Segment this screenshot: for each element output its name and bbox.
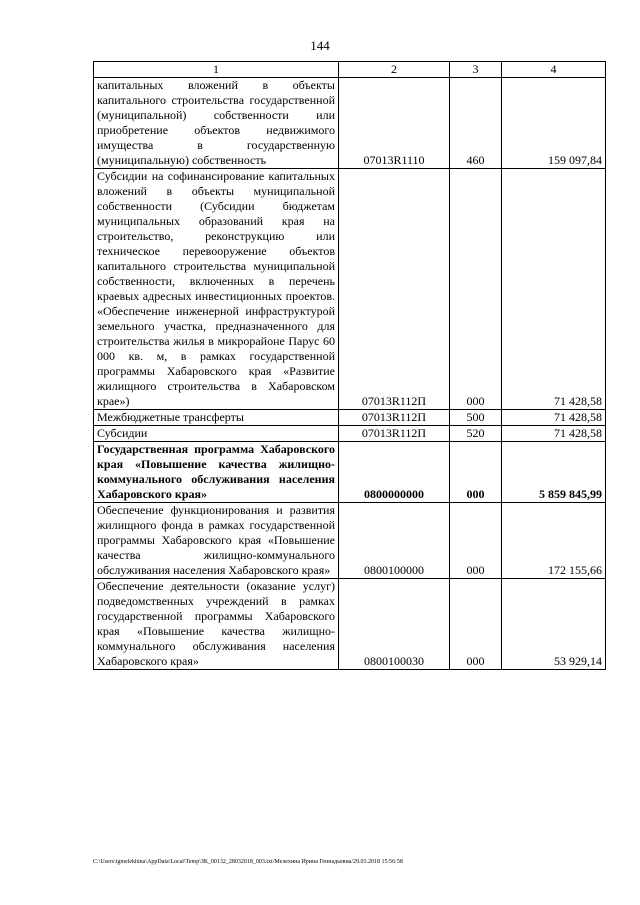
row-code: 0800100030 bbox=[339, 579, 450, 670]
row-amount: 159 097,84 bbox=[502, 78, 606, 169]
row-code: 07013R112П bbox=[339, 426, 450, 442]
table-row bbox=[94, 410, 606, 426]
row-kind: 520 bbox=[450, 426, 502, 442]
row-name: Обеспечение функционирования и развития жилищного фонда в рамках государственной программы Хабаровского края «Повышение качества жилищно-коммунального обслуживания населения Хабаровского края» bbox=[94, 503, 339, 579]
row-kind: 500 bbox=[450, 410, 502, 426]
row-kind: 000 bbox=[450, 579, 502, 670]
table-row bbox=[94, 579, 606, 670]
row-amount: 172 155,66 bbox=[502, 503, 606, 579]
header-col-4: 4 bbox=[502, 62, 606, 78]
row-code: 07013R112П bbox=[339, 169, 450, 410]
row-name: капитальных вложений в объекты капитального строительства государственной (муниципальной) собственности или приобретение объектов недвижимого имущества в государственную (муниципальную) собственность bbox=[94, 78, 339, 169]
row-kind: 000 bbox=[450, 169, 502, 410]
table-row bbox=[94, 169, 606, 410]
header-col-1: 1 bbox=[94, 62, 339, 78]
row-amount: 5 859 845,99 bbox=[502, 442, 606, 503]
row-code: 07013R1110 bbox=[339, 78, 450, 169]
header-col-2: 2 bbox=[339, 62, 450, 78]
row-name: Обеспечение деятельности (оказание услуг) подведомственных учреждений в рамках государственной программы Хабаровского края «Повышение качества жилищно-коммунального обслуживания населения Хабаровского края» bbox=[94, 579, 339, 670]
table-row bbox=[94, 442, 606, 503]
table-row bbox=[94, 426, 606, 442]
table-header-row bbox=[94, 62, 606, 78]
row-name: Субсидии на софинансирование капитальных вложений в объекты муниципальной собственности (Субсидии бюджетам муниципальных образований края на строительство, реконструкцию или техническое перевооружение объектов капитального строительства муниципальной собственности, включенных в перечень краевых адресных инвестиционных проектов. «Обеспечение инженерной инфраструктурой земельного участка, предназначенного для строительства жилья в микрорайоне Парус 60 000 кв. м, в рамках государственной программы Хабаровского края «Развитие жилищного строительства в Хабаровском крае») bbox=[94, 169, 339, 410]
row-code: 07013R112П bbox=[339, 410, 450, 426]
document-footer-path: C:\Users\igmelekhina\AppData\Local\Temp\ЗК_00132_28032018_003.txt/Мелехина Ирина Геннадьевна/29.03.2018 15:56:58 bbox=[93, 859, 403, 865]
row-kind: 000 bbox=[450, 503, 502, 579]
header-col-3: 3 bbox=[450, 62, 502, 78]
row-name: Субсидии bbox=[94, 426, 339, 442]
row-code: 0800000000 bbox=[339, 442, 450, 503]
table-row bbox=[94, 503, 606, 579]
row-kind: 460 bbox=[450, 78, 502, 169]
row-amount: 71 428,58 bbox=[502, 169, 606, 410]
budget-table bbox=[93, 61, 606, 670]
row-kind: 000 bbox=[450, 442, 502, 503]
row-amount: 71 428,58 bbox=[502, 426, 606, 442]
row-name: Государственная программа Хабаровского края «Повышение качества жилищно-коммунального обслуживания населения Хабаровского края» bbox=[94, 442, 339, 503]
table-row bbox=[94, 78, 606, 169]
page-number: 144 bbox=[310, 38, 330, 53]
row-name: Межбюджетные трансферты bbox=[94, 410, 339, 426]
row-amount: 71 428,58 bbox=[502, 410, 606, 426]
row-code: 0800100000 bbox=[339, 503, 450, 579]
row-amount: 53 929,14 bbox=[502, 579, 606, 670]
